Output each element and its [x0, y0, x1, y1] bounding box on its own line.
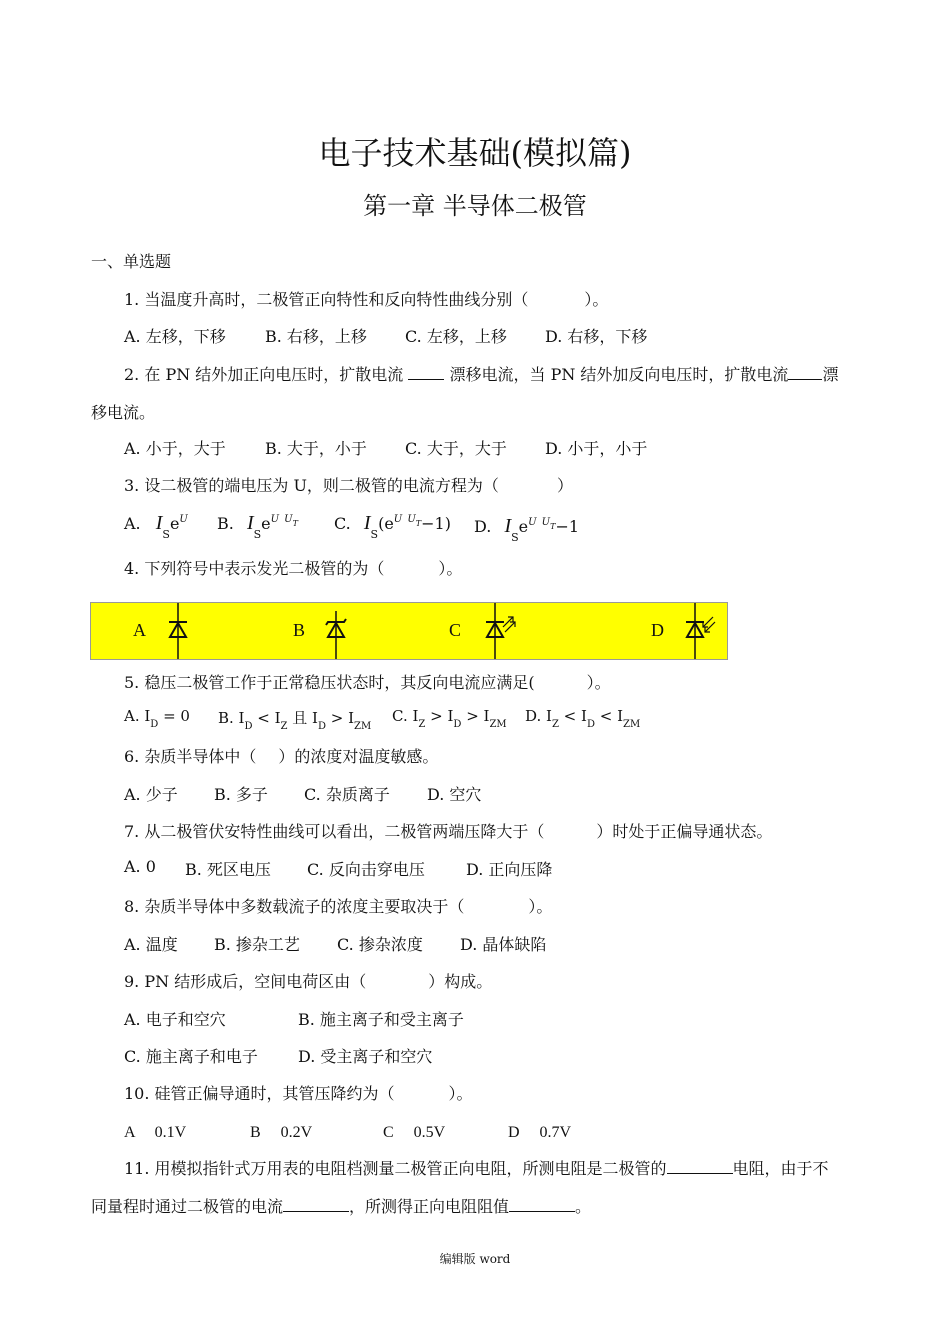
q3-option-c: C. $I_S(e^U$ $^U$T−1) — [334, 512, 451, 541]
q8-option-d: D. 晶体缺陷 — [460, 935, 547, 954]
q7-option-c: C. 反向击穿电压 — [307, 860, 425, 879]
question-5-end: ）。 — [586, 673, 611, 692]
q8-option-a: A. 温度 — [124, 935, 178, 954]
answer-blank[interactable] — [408, 365, 444, 380]
answer-blank[interactable] — [667, 1159, 733, 1174]
q9-option-d: D. 受主离子和空穴 — [298, 1047, 433, 1066]
question-2 — [124, 362, 838, 385]
question-4-text: 4. 下列符号中表示发光二极管的为（ — [124, 559, 385, 578]
q8-option-c: C. 掺杂浓度 — [337, 935, 423, 954]
question-6 — [124, 744, 438, 767]
question-10 — [124, 1081, 473, 1104]
q9-option-a: A. 电子和空穴 — [124, 1010, 226, 1029]
question-4-end: ）。 — [438, 559, 463, 578]
q3-option-b: B. $I_Se^U$ $^U$T — [217, 512, 298, 541]
q2-option-c: C. 大于，大于 — [405, 439, 507, 458]
q9-option-c: C. 施主离子和电子 — [124, 1047, 258, 1066]
question-6-text: 6. 杂质半导体中（ — [124, 747, 257, 766]
option-b-label: B — [293, 620, 306, 640]
chapter-title: 第一章 半导体二极管 — [363, 192, 587, 220]
question-6-end: ）的浓度对温度敏感。 — [278, 747, 439, 766]
question-10-text: 10. 硅管正偏导通时，其管压降约为（ — [124, 1084, 395, 1103]
question-7-end: ）时处于正偏导通状态。 — [596, 822, 773, 841]
led-icon — [481, 603, 521, 659]
q5-option-b: B. $I_D < I_Z$ 且 $I_D > I_{ZM}$ — [218, 709, 372, 732]
q10-option-a: A 0.1V — [124, 1124, 187, 1141]
page-title: 电子技术基础(模拟篇) — [318, 134, 632, 172]
answer-blank[interactable] — [509, 1197, 575, 1212]
q10-option-d: D 0.7V — [508, 1124, 572, 1141]
q5-option-a: A. $I_D = 0$ — [124, 707, 190, 730]
section-heading: 一、单选题 — [91, 252, 172, 271]
zener-diode-icon — [321, 603, 351, 659]
question-10-end: ）。 — [448, 1084, 473, 1103]
question-3-end: ） — [556, 476, 573, 495]
question-1-end: ）。 — [584, 290, 609, 309]
question-2-part-b: 漂移电流，当 PN 结外加反向电压时，扩散电流 — [449, 365, 789, 384]
q7-option-a: A. 0 — [124, 857, 156, 876]
q1-option-d: D. 右移，下移 — [545, 327, 648, 346]
question-3-text: 3. 设二极管的端电压为 U，则二极管的电流方程为（ — [124, 476, 499, 495]
page-footer: 编辑版 word — [439, 1252, 511, 1266]
question-7-text: 7. 从二极管伏安特性曲线可以看出，二极管两端压降大于（ — [124, 822, 545, 841]
question-4 — [124, 556, 462, 579]
q1-option-b: B. 右移，上移 — [265, 327, 367, 346]
question-5-text: 5. 稳压二极管工作于正常稳压状态时，其反向电流应满足( — [124, 673, 535, 692]
question-8-end: ）。 — [528, 897, 553, 916]
question-1 — [124, 287, 608, 310]
q8-option-b: B. 掺杂工艺 — [214, 935, 300, 954]
q3-option-a: A. $I_Se^U$ — [124, 512, 188, 541]
photodiode-icon — [681, 603, 721, 659]
answer-blank[interactable] — [788, 365, 822, 380]
question-1-text: 1. 当温度升高时，二极管正向特性和反向特性曲线分别（ — [124, 290, 529, 309]
question-2-part-c: 漂 — [822, 365, 839, 384]
option-d-label: D — [651, 620, 664, 640]
question-2-continuation: 移电流。 — [91, 403, 156, 422]
q6-option-c: C. 杂质离子 — [304, 785, 390, 804]
question-2-part-a: 2. 在 PN 结外加正向电压时，扩散电流 — [124, 365, 404, 384]
question-8-text: 8. 杂质半导体中多数载流子的浓度主要取决于（ — [124, 897, 465, 916]
q2-option-b: B. 大于，小于 — [265, 439, 367, 458]
question-9-text: 9. PN 结形成后，空间电荷区由（ — [124, 972, 367, 991]
q2-option-a: A. 小于，大于 — [124, 439, 226, 458]
option-a-label: A — [133, 620, 146, 640]
question-11-part-a: 11. 用模拟指针式万用表的电阻档测量二极管正向电阻，所测电阻是二极管的 — [124, 1159, 667, 1178]
question-9 — [124, 969, 492, 992]
q3-option-d: D. $I_Se^U$ $^U$T−1 — [474, 515, 580, 544]
answer-blank[interactable] — [283, 1197, 349, 1212]
q6-option-d: D. 空穴 — [427, 785, 482, 804]
question-3 — [124, 473, 573, 496]
diode-icon — [163, 603, 193, 659]
diode-symbols-panel — [90, 602, 728, 660]
q1-option-c: C. 左移，上移 — [405, 327, 507, 346]
q7-option-b: B. 死区电压 — [185, 860, 271, 879]
q5-option-c: C. $I_Z > I_D > I_{ZM}$ — [392, 707, 507, 730]
question-11 — [124, 1156, 829, 1179]
q9-option-b: B. 施主离子和受主离子 — [298, 1010, 464, 1029]
q1-option-a: A. 左移，下移 — [124, 327, 226, 346]
question-11-part-b: 电阻，由于不 — [732, 1159, 829, 1178]
q5-option-d: D. $I_Z < I_D < I_{ZM}$ — [525, 707, 641, 730]
q2-option-d: D. 小于，小于 — [545, 439, 648, 458]
q7-option-d: D. 正向压降 — [466, 860, 553, 879]
question-9-end: ）构成。 — [428, 972, 493, 991]
question-8 — [124, 894, 552, 917]
q6-option-a: A. 少子 — [124, 785, 178, 804]
question-5 — [124, 670, 611, 693]
question-11-continuation: 同量程时通过二极管的电流 ，所测得正向电阻阻值 。 — [91, 1197, 592, 1216]
q10-option-c: C 0.5V — [383, 1124, 446, 1141]
option-c-label: C — [449, 620, 462, 640]
question-7 — [124, 819, 772, 842]
q6-option-b: B. 多子 — [214, 785, 268, 804]
q10-option-b: B 0.2V — [250, 1124, 313, 1141]
